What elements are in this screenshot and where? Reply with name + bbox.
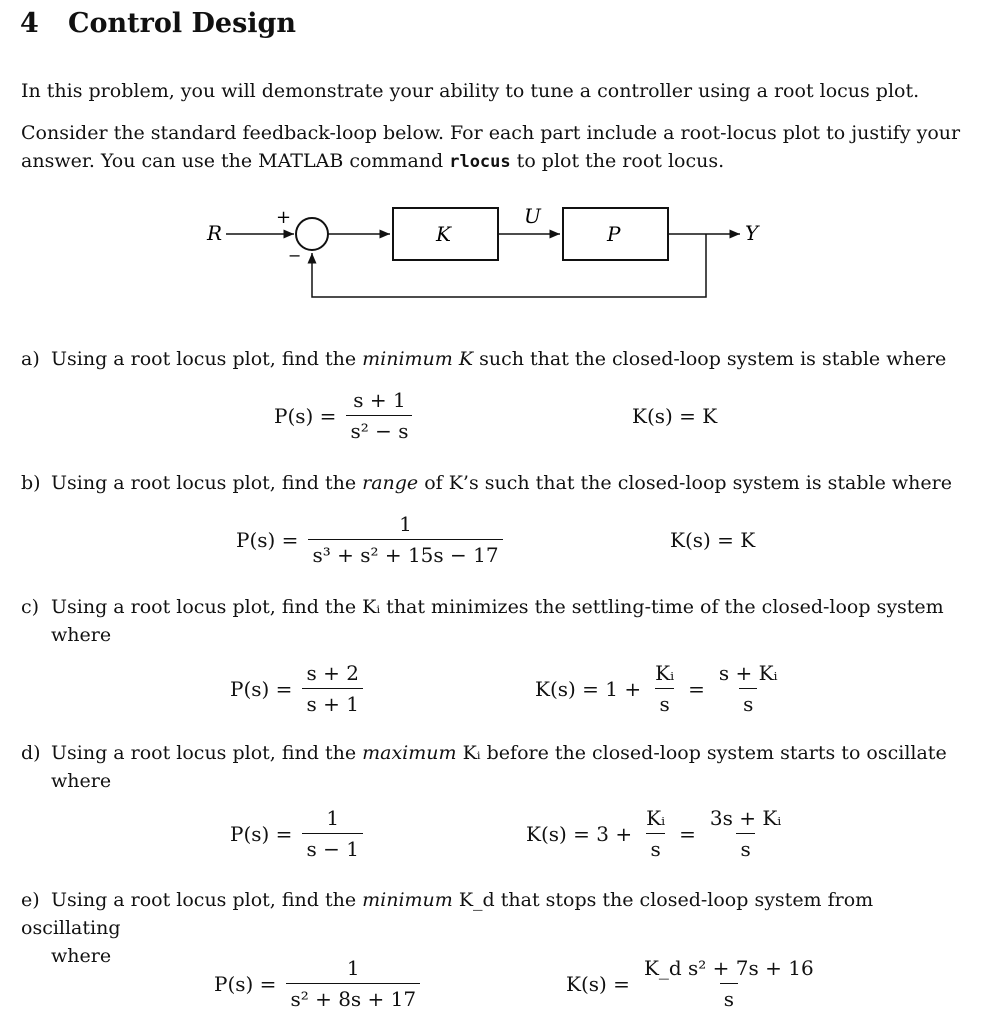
part-c-P-num: s + 2 xyxy=(306,661,359,685)
part-d-K-frac1-den: s xyxy=(646,833,664,861)
intro-paragraph: In this problem, you will demonstrate your ability to tune a controller using a root locus plot. xyxy=(21,80,920,102)
part-e-P-num: 1 xyxy=(346,956,360,980)
part-d-controller-eq xyxy=(526,806,789,861)
consider-text-before: Consider the standard feedback-loop below. For each part include a root-locus plot to justify your answer. You can use the MATLAB command xyxy=(21,122,961,172)
part-a-emph: minimum xyxy=(362,348,453,370)
part-c-P-lhs: P(s) = xyxy=(230,676,293,701)
part-d-text-post: Kᵢ before the closed-loop system starts to oscillate xyxy=(456,742,947,764)
feedback-loop-diagram xyxy=(0,195,985,310)
part-d-equals: = xyxy=(679,821,696,846)
part-e-P-frac xyxy=(286,956,420,1011)
part-e-text-post: K_d that stops the closed-loop system from oscillating xyxy=(21,889,874,939)
part-e-P-den: s² + 8s + 17 xyxy=(286,983,420,1011)
diagram-output-Y: Y xyxy=(745,221,759,245)
part-c-question xyxy=(21,593,956,649)
part-c-K-frac1 xyxy=(651,661,678,716)
diagram-input-R: R xyxy=(207,221,223,245)
part-c-P-den: s + 1 xyxy=(302,688,362,716)
part-c-plant-eq xyxy=(230,661,367,716)
consider-paragraph xyxy=(21,119,961,176)
part-e-label: e) xyxy=(21,889,40,911)
matlab-command: rlocus xyxy=(449,152,511,172)
plant-label: P xyxy=(607,222,621,246)
part-e-emph: minimum xyxy=(362,889,453,911)
part-b-emph: range xyxy=(362,472,419,494)
part-d-P-den: s − 1 xyxy=(302,833,362,861)
part-d-P-frac xyxy=(302,806,362,861)
part-d-K-frac1 xyxy=(642,806,669,861)
part-e-plant-eq xyxy=(214,956,424,1011)
signal-U: U xyxy=(524,204,541,228)
part-e-K-den: s xyxy=(720,983,738,1011)
part-c-K-frac2-num: s + Kᵢ xyxy=(718,661,778,685)
part-e-K-lhs: K(s) = xyxy=(566,971,630,996)
part-c-where: where xyxy=(51,624,112,646)
part-b-label: b) xyxy=(21,472,41,494)
part-d-K-frac2-num: 3s + Kᵢ xyxy=(709,806,782,830)
part-a-plant-eq xyxy=(274,388,416,443)
part-a-P-lhs: P(s) = xyxy=(274,403,337,428)
part-d-P-num: 1 xyxy=(326,806,340,830)
part-a-P-frac xyxy=(346,388,412,443)
part-b-question xyxy=(21,469,956,497)
part-d-emph: maximum xyxy=(362,742,457,764)
part-b-text-pre: Using a root locus plot, find the xyxy=(51,472,363,494)
part-d-K-frac2 xyxy=(706,806,785,861)
part-c-K-lhs: K(s) = 1 + xyxy=(535,676,642,701)
part-b-text-post: of K’s such that the closed-loop system is stable where xyxy=(418,472,952,494)
part-d-text-pre: Using a root locus plot, find the xyxy=(51,742,363,764)
part-d-label: d) xyxy=(21,742,41,764)
part-c-P-frac xyxy=(302,661,362,716)
part-a-label: a) xyxy=(21,348,40,370)
part-d-plant-eq xyxy=(230,806,367,861)
part-a-text-pre: Using a root locus plot, find the xyxy=(51,348,363,370)
part-b-P-frac xyxy=(308,512,502,567)
part-c-equals: = xyxy=(688,676,705,701)
part-d-question xyxy=(21,739,956,795)
part-e-K-frac xyxy=(640,956,818,1011)
part-b-P-lhs: P(s) = xyxy=(236,527,299,552)
part-a-question: a) Using a root locus plot, find the minimum K such that the closed-loop system is stable where xyxy=(21,345,956,373)
part-b-P-den: s³ + s² + 15s − 17 xyxy=(308,539,502,567)
section-number: 4 xyxy=(20,8,39,39)
part-c-K-frac2 xyxy=(715,661,782,716)
part-b-P-num: 1 xyxy=(399,512,412,536)
part-a-text-post: such that the closed-loop system is stable where xyxy=(473,348,947,370)
part-c-K-frac1-num: Kᵢ xyxy=(655,661,675,685)
section-title: Control Design xyxy=(68,8,297,39)
part-d-P-lhs: P(s) = xyxy=(230,821,293,846)
part-b-plant-eq xyxy=(236,512,507,567)
part-a-P-den: s² − s xyxy=(346,415,412,443)
part-e-K-num: K_d s² + 7s + 16 xyxy=(643,956,814,980)
part-a-P-num: s + 1 xyxy=(353,388,406,412)
feedback-path xyxy=(312,234,706,297)
part-c-text: Using a root locus plot, find the Kᵢ that minimizes the settling-time of the closed-loop system xyxy=(51,596,944,618)
part-e-controller-eq xyxy=(566,956,822,1011)
part-e-text-pre: Using a root locus plot, find the xyxy=(51,889,363,911)
minus-sign: − xyxy=(288,246,302,265)
plus-sign: + xyxy=(276,207,292,228)
controller-label: K xyxy=(436,222,451,246)
part-b-controller-eq xyxy=(670,528,755,552)
part-d-where: where xyxy=(51,770,112,792)
part-e-where: where xyxy=(51,945,112,967)
part-d-K-lhs: K(s) = 3 + xyxy=(526,821,633,846)
part-c-K-frac1-den: s xyxy=(655,688,673,716)
part-d-K-frac1-num: Kᵢ xyxy=(646,806,666,830)
consider-text-after: to plot the root locus. xyxy=(510,150,725,172)
part-d-K-frac2-den: s xyxy=(736,833,754,861)
part-b-K: K(s) = K xyxy=(670,528,756,552)
part-a-K: K(s) = K xyxy=(632,404,718,428)
part-a-controller-eq xyxy=(632,404,717,428)
part-c-label: c) xyxy=(21,596,40,618)
part-c-K-frac2-den: s xyxy=(739,688,757,716)
part-c-controller-eq xyxy=(535,661,786,716)
part-e-P-lhs: P(s) = xyxy=(214,971,277,996)
